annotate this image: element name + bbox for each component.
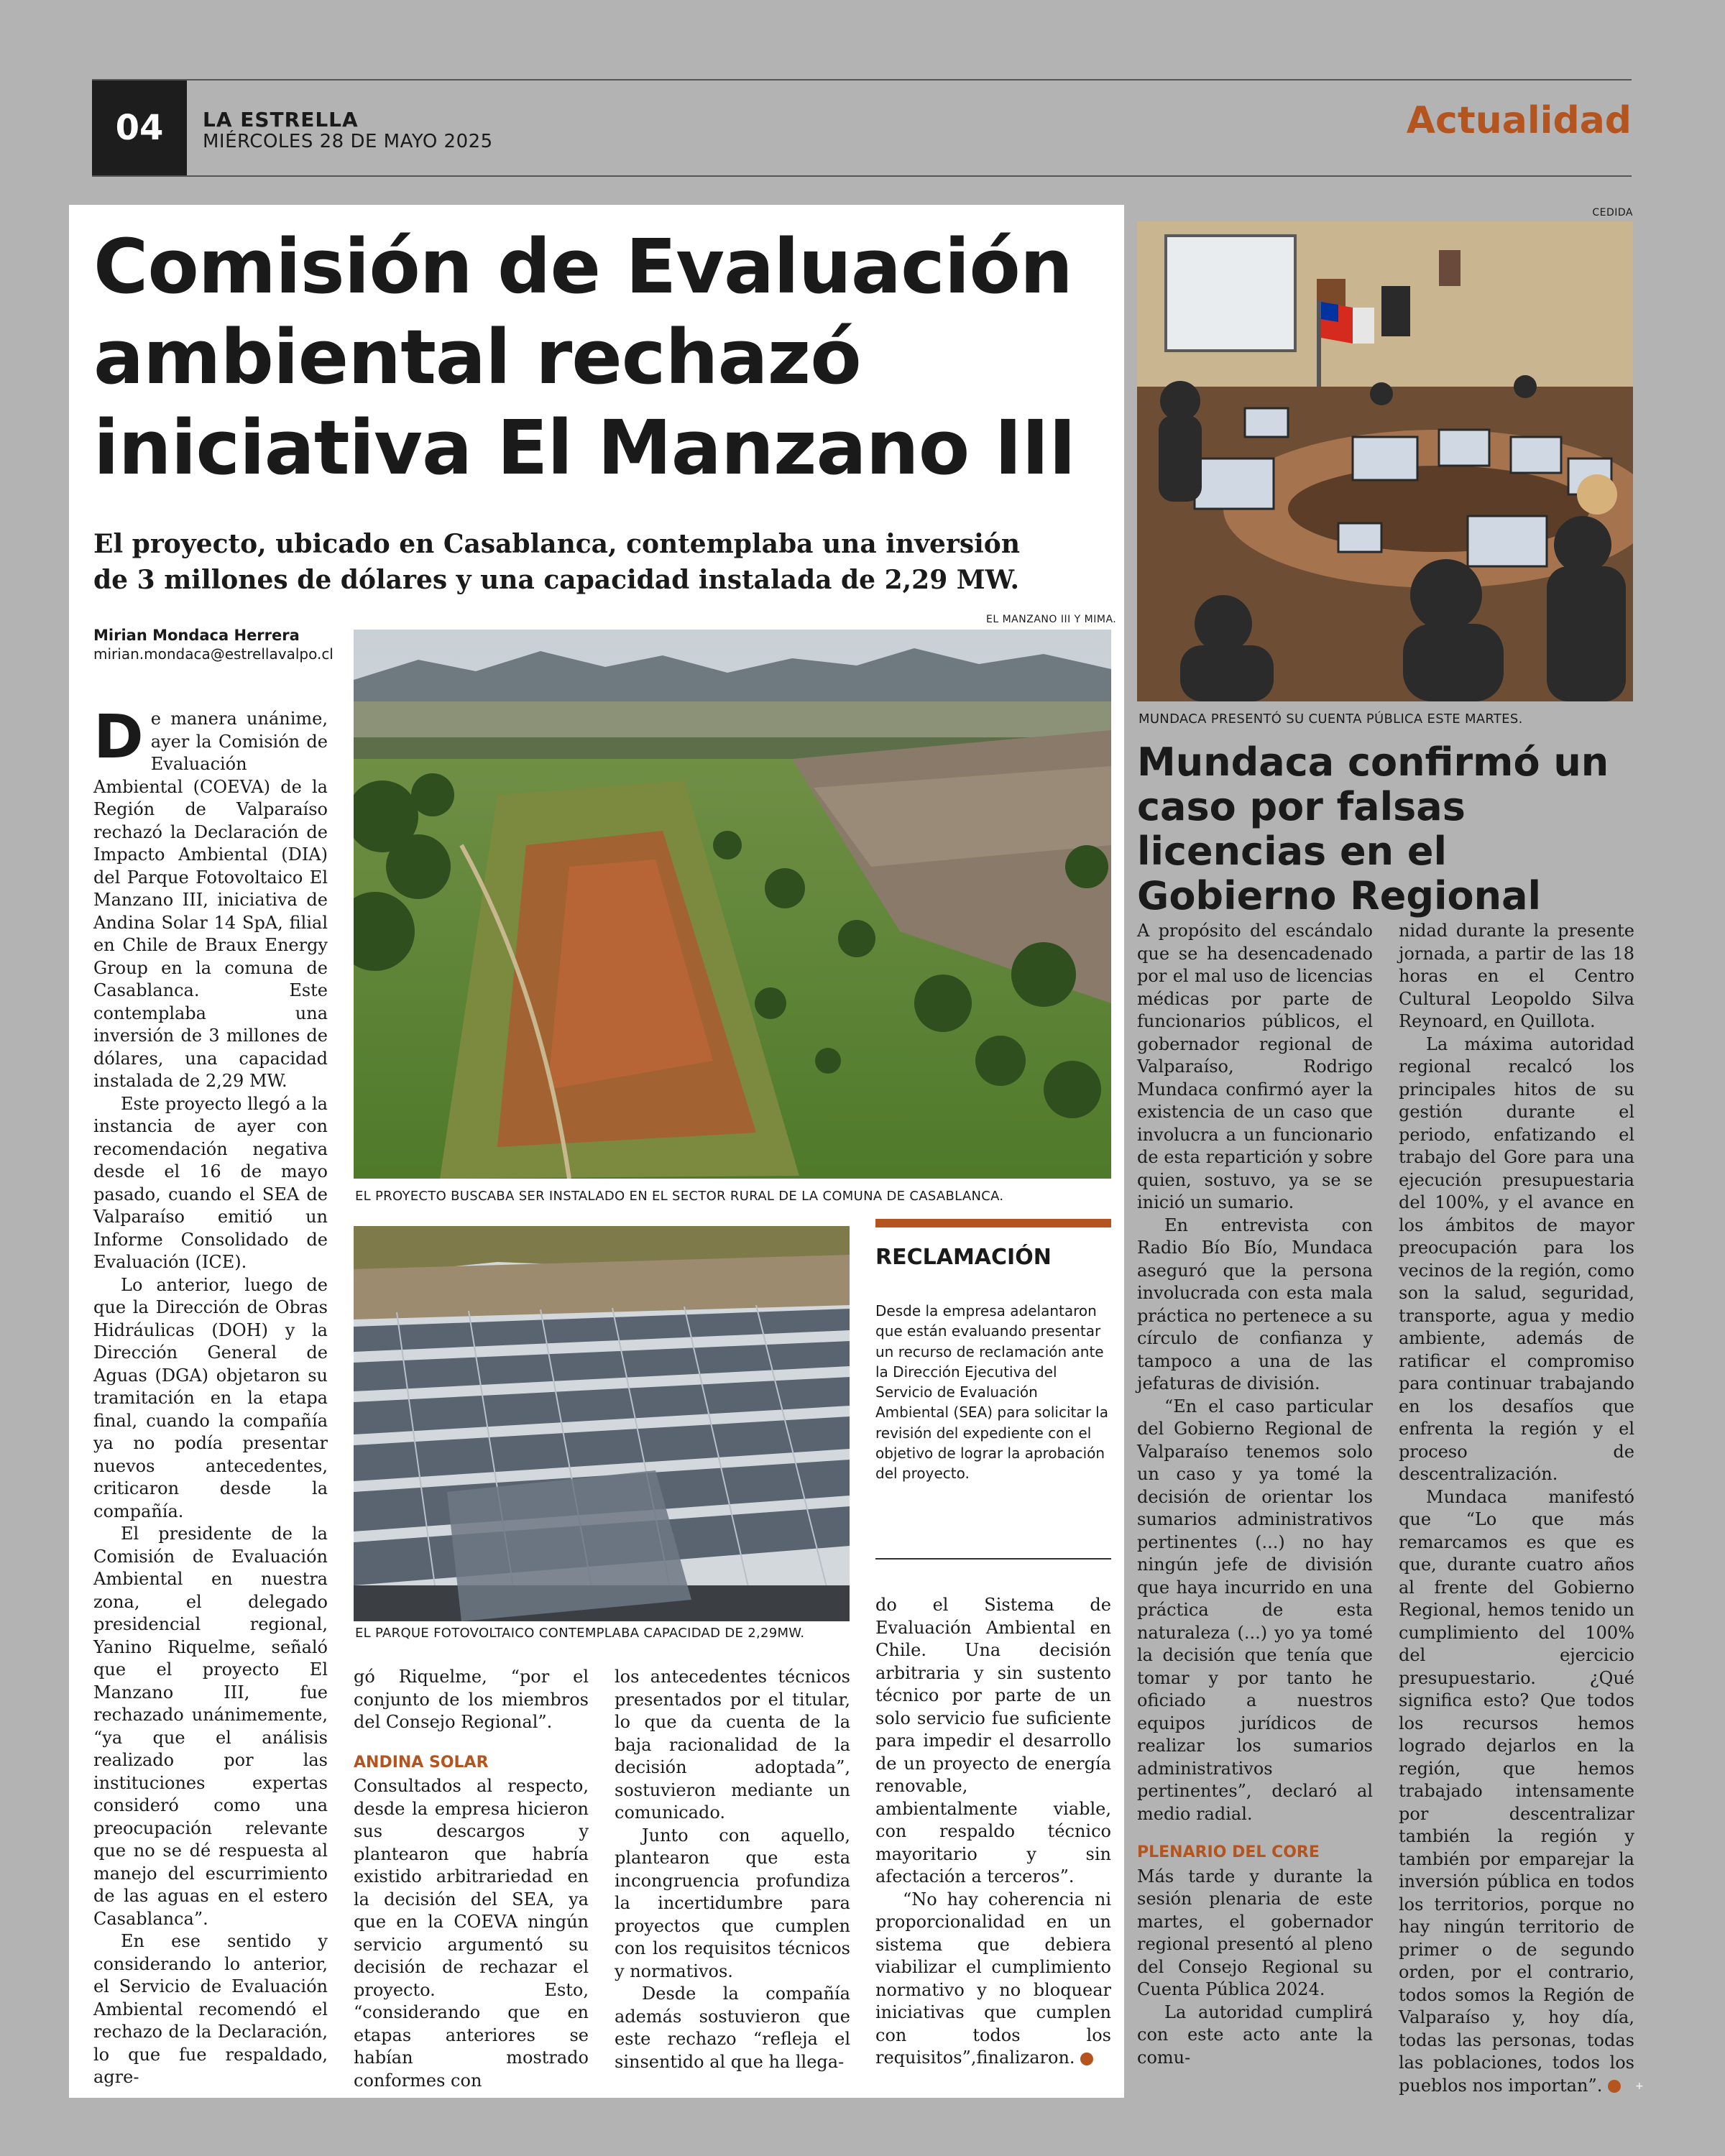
main-column-2 [354, 1666, 589, 2097]
paragraph: En entrevista con Radio Bío Bío, Mundaca aseguró que la persona involucrada con esta mala práctica no pertenece a su círculo de confianza y tampoco a una de las jefaturas de división. [1137, 1215, 1373, 1393]
subhead-plenario: PLENARIO DEL CORE [1137, 1843, 1320, 1861]
solar-panels-photo [354, 1226, 850, 1621]
main-column-4 [875, 1594, 1116, 2097]
main-headline: Comisión de Evaluación ambiental rechazó iniciativa El Manzano III [93, 223, 1076, 492]
reclamacion-title: RECLAMACIÓN [875, 1245, 1052, 1270]
subhead-andina-solar: ANDINA SOLAR [354, 1753, 489, 1772]
paragraph: En ese sentido y considerando lo anterior, el Servicio de Evaluación Ambiental recomendó el rechazo de la Declaración, lo que fue respaldado, agre- [93, 1931, 328, 2087]
header-rule-top [92, 79, 1632, 80]
end-mark-icon: + [1608, 2080, 1621, 2093]
paragraph: A propósito del escándalo que se ha desencadenado por el mal uso de licencias médicas por parte de funcionarios públicos, el gobernador regional de Valparaíso, Rodrigo Mundaca confirmó ayer la existencia de un caso que involucra a un funcionario de esta repartición y sobre quien, sostuvo, ya se se inició un sumario. [1137, 921, 1373, 1212]
paragraph: Desde la compañía además sostuvieron que este rechazo “refleja el sinsentido al que ha llega- [615, 1984, 850, 2072]
author-name: Mirian Mondaca Herrera [93, 627, 300, 644]
section-title: Actualidad [1406, 99, 1632, 142]
photo1-caption: EL PROYECTO BUSCABA SER INSTALADO EN EL SECTOR RURAL DE LA COMUNA DE CASABLANCA. [355, 1189, 1004, 1204]
paragraph: “En el caso particular del Gobierno Regional de Valparaíso tenemos solo un caso y ya tomé la decisión de orientar los sumarios administrativos pertinentes (...) no hay ningún jefe de división que haya incurrido en una práctica de esta naturaleza (...) yo ya tomé la decisión que tenía que tomar y por tanto he oficiado a nuestros equipos jurídicos de realizar los sumarios administrativos pertinentes”, declaró al medio radial. [1137, 1396, 1373, 1824]
paragraph: El presidente de la Comisión de Evaluación Ambiental en nuestra zona, el delegado presidencial regional, Yanino Riquelme, señaló que el proyecto El Manzano III, fue rechazado unánimemente, “ya que el análisis realizado por las instituciones expertas consideró como una preocupación relevante que no se dé respuesta al manejo del escurrimiento de las aguas en el estero Casablanca”. [93, 1524, 328, 1929]
paragraph: Consultados al respecto, desde la empresa hicieron sus descargos y plantearon que habría existido arbitrariedad en la decisión del SEA, ya que en la COEVA ningún servicio argumentó su decisión de rechazar el proyecto. Esto, “considerando que en etapas anteriores se habían mostrado conformes con [354, 1776, 589, 2091]
paragraph: Más tarde y durante la sesión plenaria de este martes, el gobernador regional presentó al pleno del Consejo Regional su Cuenta Pública 2024. [1137, 1866, 1373, 1999]
author-email: mirian.mondaca@estrellavalpo.cl [93, 645, 334, 663]
reclamacion-rule [875, 1558, 1111, 1560]
paragraph: Junto con aquello, plantearon que esta incongruencia profundiza la incertidumbre para proyectos que cumplen con los requisitos técnicos y normativos. [615, 1825, 850, 1981]
main-column-1 [93, 701, 328, 2088]
side-headline: Mundaca confirmó un caso por falsas licencias en el Gobierno Regional [1137, 740, 1609, 918]
newspaper-name: LA ESTRELLA [203, 108, 359, 132]
paragraph: do el Sistema de Evaluación Ambiental en Chile. Una decisión arbitraria y sin sustento técnico por parte de un solo servicio fue suficiente para impedir el desarrollo de un proyecto de energía renovable, ambientalmente viable, con respaldo técnico mayoritario y sin afectación a terceros”. [875, 1595, 1111, 1886]
aerial-landscape-photo [354, 630, 1111, 1179]
side-column-1 [1137, 920, 1373, 2099]
reclamacion-accent-bar [875, 1219, 1111, 1227]
paragraph: La autoridad cumplirá con este acto ante la comu- [1137, 2001, 1373, 2068]
paragraph: La máxima autoridad regional recalcó los principales hitos de su gestión durante el periodo, enfatizando el trabajo del Gore para una ejecución presupuestaria del 100%, y el avance en los ámbitos de mayor preocupación para los vecinos de la región, como son la salud, seguridad, transporte, agua y medio ambiente, además de ratificar el compromiso para continuar trabajando en los desafíos que enfrenta la región y el proceso de descentralización. [1399, 1033, 1634, 1484]
dropcap: D [93, 701, 144, 772]
paragraph: Este proyecto llegó a la instancia de ayer con recomendación negativa desde el 16 de mayo pasado, cuando el SEA de Valparaíso emitió un Informe Consolidado de Evaluación (ICE). [93, 1093, 328, 1272]
side-column-2 [1399, 920, 1644, 2099]
paragraph: “No hay coherencia ni proporcionalidad en un sistema que debiera viabilizar el cumplimiento normativo y no bloquear iniciativas que cumplen con todos los requisitos”,finalizaron. [875, 1889, 1111, 2068]
reclamacion-body: Desde la empresa adelantaron que están evaluando presentar un recurso de reclamación ante la Dirección Ejecutiva del Servicio de Evaluación Ambiental (SEA) para solicitar la revisión del expediente con el objetivo de lograr la aprobación del proyecto. [875, 1302, 1108, 1483]
photo1-credit: EL MANZANO III Y MIMA. [986, 614, 1117, 625]
header-rule-bottom [92, 175, 1632, 177]
photo2-caption: EL PARQUE FOTOVOLTAICO CONTEMPLABA CAPACIDAD DE 2,29MW. [355, 1626, 805, 1641]
paragraph: gó Riquelme, “por el conjunto de los miembros del Consejo Regional”. [354, 1667, 589, 1732]
issue-date: MIÉRCOLES 28 DE MAYO 2025 [203, 131, 493, 152]
main-column-3 [615, 1666, 850, 2097]
page-number: 04 [92, 80, 187, 175]
photo3-caption: MUNDACA PRESENTÓ SU CUENTA PÚBLICA ESTE MARTES. [1138, 711, 1523, 727]
paragraph: los antecedentes técnicos presentados por el titular, lo que da cuenta de la baja racionalidad de la decisión adoptada”, sostuvieron mediante un comunicado. [615, 1667, 850, 1823]
paragraph: nidad durante la presente jornada, a partir de las 18 horas en el Centro Cultural Leopoldo Silva Reynoard, en Quillota. [1399, 921, 1634, 1031]
photo3-credit: CEDIDA [1592, 207, 1633, 218]
paragraph: Mundaca manifestó que “Lo que más remarcamos es que es que, durante cuatro años al frente del Gobierno Regional, hemos tenido un cumplimiento del 100% del ejercicio presupuestario. ¿Qué significa esto? Que todos los recursos hemos logrado dejarlos en la región, que hemos trabajado intensamente por descentralizar también la región y también por emparejar la inversión pública en todos los territorios, porque no hay ningún territorio de primer o de segundo orden, por el contrario, todos somos la Región de Valparaíso y, hoy día, todas las personas, todas las poblaciones, todos los pueblos nos importan”. [1399, 1486, 1634, 2096]
paragraph: e manera unánime, ayer la Comisión de Evaluación Ambiental (COEVA) de la Región de Valparaíso rechazó la Declaración de Impacto Ambiental (DIA) del Parque Fotovoltaico El Manzano III, iniciativa de Andina Solar 14 SpA, filial en Chile de Braux Energy Group en la comuna de Casablanca. Este contemplaba una inversión de 3 millones de dólares, una capacidad instalada de 2,29 MW. [93, 709, 328, 1091]
council-session-photo [1137, 221, 1633, 701]
end-mark-icon: + [1080, 2053, 1093, 2065]
paragraph: Lo anterior, luego de que la Dirección de Obras Hidráulicas (DOH) y la Dirección General de Aguas (DGA) objetaron su tramitación en la etapa final, cuando la compañía ya no podía presentar nuevos antecedentes, criticaron desde la compañía. [93, 1274, 328, 1521]
main-deck: El proyecto, ubicado en Casablanca, contemplaba una inversión de 3 millones de dólares y una capacidad instalada de 2,29 MW. [93, 529, 1020, 595]
